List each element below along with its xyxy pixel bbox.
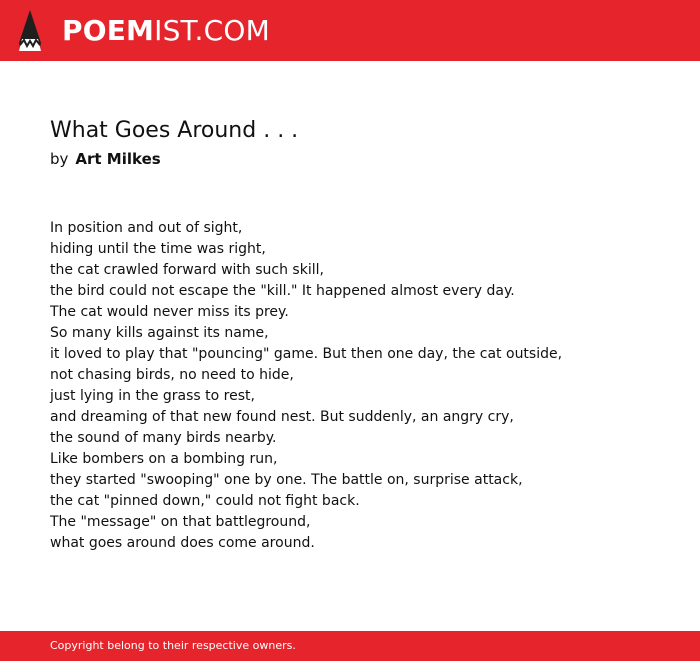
site-footer — [0, 631, 700, 661]
poem-line: the cat crawled forward with such skill, — [50, 262, 324, 278]
poem-body — [50, 218, 670, 554]
poem-byline — [50, 148, 161, 170]
poem-line: The cat would never miss its prey. — [50, 304, 289, 320]
poem-line: they started "swooping" one by one. The battle on, surprise attack, — [50, 472, 523, 488]
poem-line: the bird could not escape the "kill." It happened almost every day. — [50, 283, 515, 299]
poem-line: The "message" on that battleground, — [50, 514, 311, 530]
brand-bold-text: POEM — [62, 14, 155, 47]
brand-light-text: IST.COM — [154, 14, 270, 47]
poem-line: what goes around does come around. — [50, 535, 315, 551]
poem-author: Art Milkes — [75, 150, 161, 168]
poem-line: So many kills against its name, — [50, 325, 269, 341]
site-header — [0, 0, 700, 61]
poem-line: Like bombers on a bombing run, — [50, 451, 278, 467]
poem-line: the sound of many birds nearby. — [50, 430, 277, 446]
poem-title: What Goes Around . . . — [50, 118, 299, 143]
poem-line: not chasing birds, no need to hide, — [50, 367, 294, 383]
poem-line: the cat "pinned down," could not fight back. — [50, 493, 360, 509]
copyright-text: Copyright belong to their respective owners. — [50, 639, 296, 652]
poem-line: just lying in the grass to rest, — [50, 388, 255, 404]
byline-prefix: by — [50, 150, 69, 168]
poem-line: hiding until the time was right, — [50, 241, 266, 257]
poem-line: In position and out of sight, — [50, 220, 243, 236]
site-logo-link[interactable] — [62, 11, 270, 51]
pencil-tip-icon[interactable] — [17, 9, 43, 52]
poem-line: and dreaming of that new found nest. But suddenly, an angry cry, — [50, 409, 514, 425]
poem-line: it loved to play that "pouncing" game. But then one day, the cat outside, — [50, 346, 563, 362]
